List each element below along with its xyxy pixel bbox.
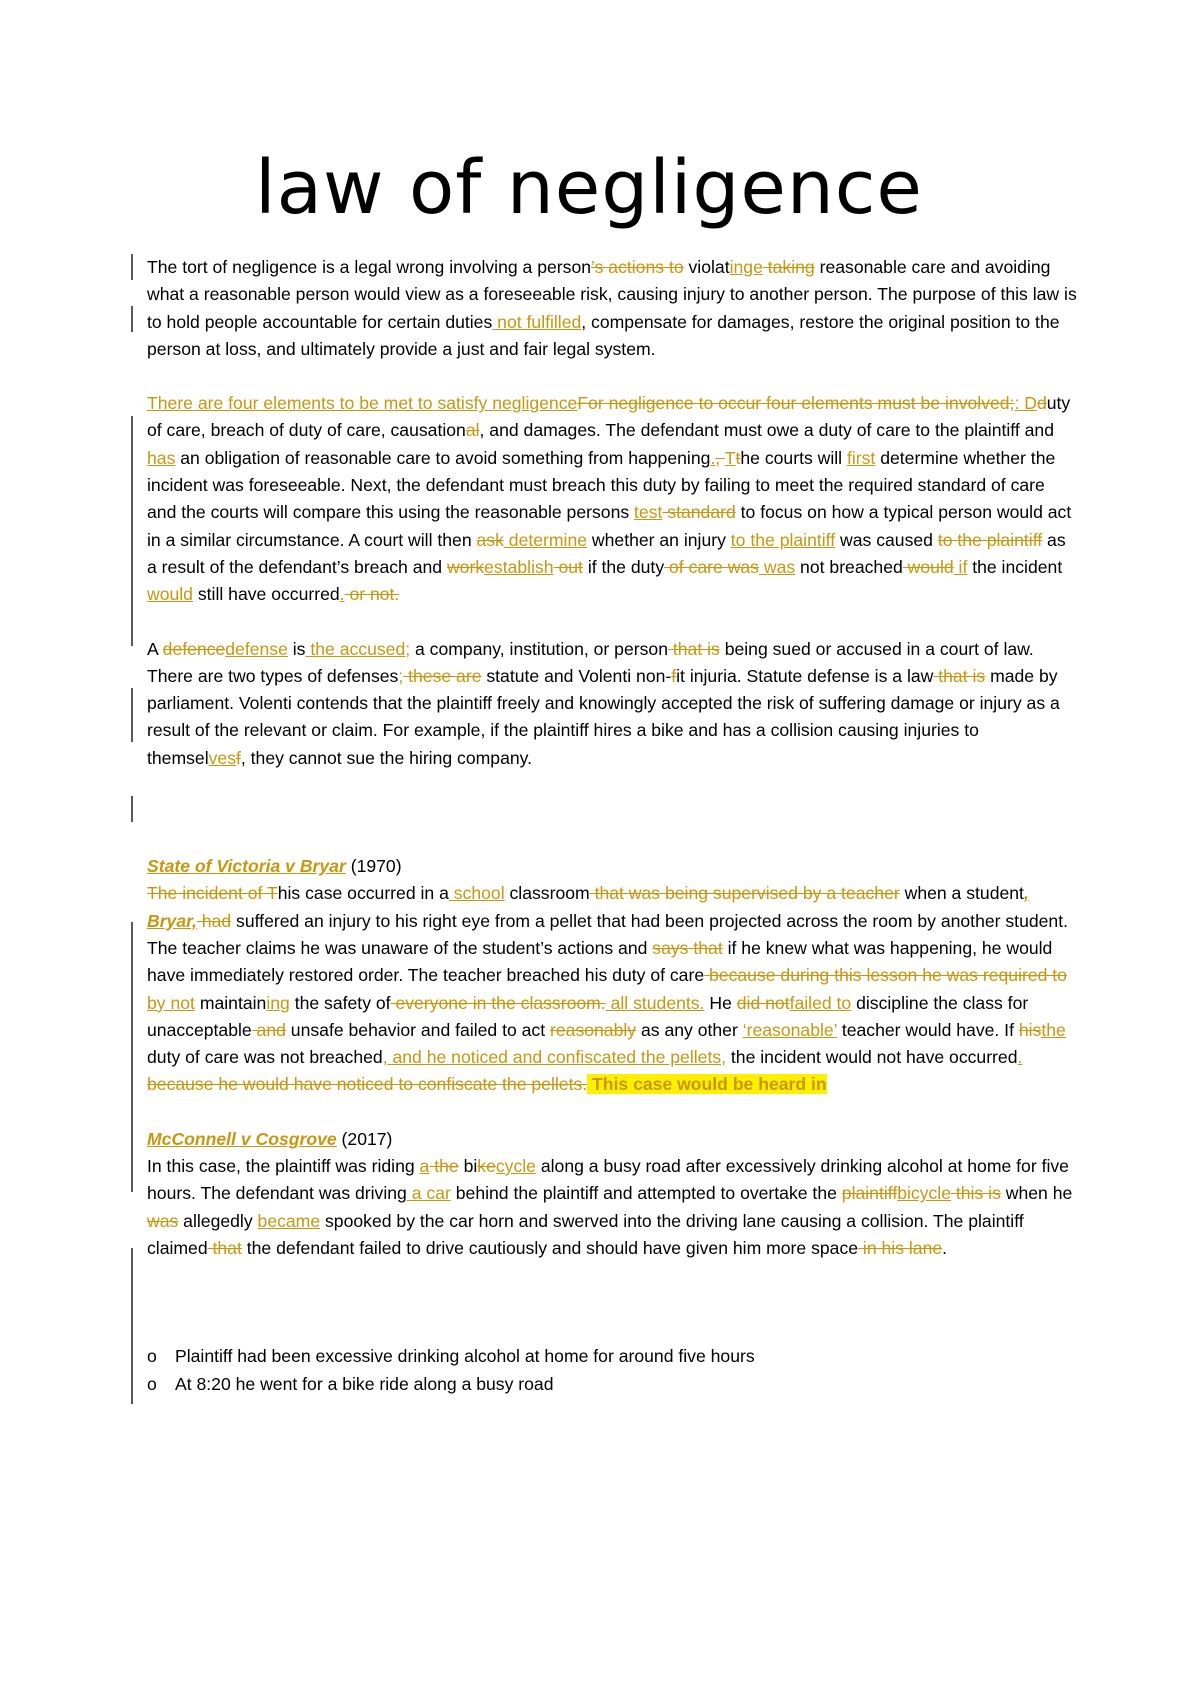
bullet-marker: o	[147, 1346, 157, 1367]
case-bryar: State of Victoria v Bryar (1970) The incident of This case occurred in a school classroom that was being supervised by a teacher when a student, Bryar, had suffered an injury to his right eye from a pellet that had been projected across the room by another student. The teacher claims he was unaware of the student’s actions and says that if he knew what was happening, he would have immediately restored order. The teacher breached his duty of care because during this lesson he was required to by not maintaining the safety of everyone in the classroom. all students. He did notfailed to discipline the class for unacceptable and unsafe behavior and failed to act reasonably as any other ‘reasonable’ teacher would have. If histhe duty of care was not breached, and he noticed and confiscated the pellets, the incident would not have occurred. because he would have noticed to confiscate the pellets. This case would be heard in	[147, 856, 1068, 1095]
change-bar	[131, 796, 133, 822]
case-title-bryar: State of Victoria v Bryar	[147, 856, 346, 877]
spacer	[147, 799, 1077, 853]
change-bar	[131, 922, 133, 1192]
change-bar	[131, 688, 133, 742]
list-item: o Plaintiff had been excessive drinking alcohol at home for around five hours	[147, 1343, 1077, 1370]
change-bar	[131, 254, 133, 280]
paragraph-defense: A defencedefense is the accused; a company, institution, or person that is being sued or accused in a court of law. There are two types of defenses; these are statute and Volenti non-fit injuria. Statute defense is a law that is made by parliament. Volenti contends that the plaintiff freely and knowingly accepted the risk of suffering damage or injury as a result of the relevant or claim. For example, if the plaintiff hires a bike and has a collision causing injuries to themselvesf, they cannot sue the hiring company.	[147, 638, 1060, 768]
change-bar	[131, 416, 133, 646]
list-item: o At 8:20 he went for a bike ride along a busy road	[147, 1371, 1077, 1398]
paragraph-tort-definition: The tort of negligence is a legal wrong involving a person’s actions to violatinge taking reasonable care and avoiding what a reasonable person would view as a foreseeable risk, causing injury to another person. The purpose of this law is to hold people accountable for certain duties not fulfilled, compensate for damages, restore the original position to the person at loss, and ultimately provide a just and fair legal system.	[147, 257, 1077, 359]
document-body	[147, 254, 1077, 1398]
paragraph-four-elements: There are four elements to be met to satisfy negligenceFor negligence to occur four elements must be involved;: Dduty of care, breach of duty of care, causational, and damages. The defendant must owe a duty of care to the plaintiff and has an obligation of reasonable care to avoid something from happening., Tthe courts will first determine whether the incident was foreseeable. Next, the defendant must breach this duty by failing to meet the required standard of care and the courts will compare this using the reasonable persons test standard to focus on how a typical person would act in a similar circumstance. A court will then ask determine whether an injury to the plaintiff was caused to the plaintiff as a result of the defendant’s breach and workestablish out if the duty of care was was not breached would if the incident would still have occurred. or not.	[147, 393, 1072, 605]
case-mcconnell: McConnell v Cosgrove (2017) In this case, the plaintiff was riding a the bikecycle along a busy road after excessively drinking alcohol at home for five hours. The defendant was driving a car behind the plaintiff and attempted to overtake the plaintiffbicycle this is when he was allegedly became spooked by the car horn and swerved into the driving lane causing a collision. The plaintiff claimed that the defendant failed to drive cautiously and should have given him more space in his lane.	[147, 1128, 1073, 1258]
page-title: law of negligence	[255, 145, 923, 231]
bullet-list	[147, 1343, 1077, 1398]
bullet-marker: o	[147, 1373, 157, 1394]
change-bar	[131, 1248, 133, 1404]
case-title-mcconnell: McConnell v Cosgrove	[147, 1128, 337, 1149]
change-bar	[131, 306, 133, 332]
highlighted-note: This case would be heard in	[587, 1074, 827, 1095]
spacer	[147, 1289, 1077, 1343]
